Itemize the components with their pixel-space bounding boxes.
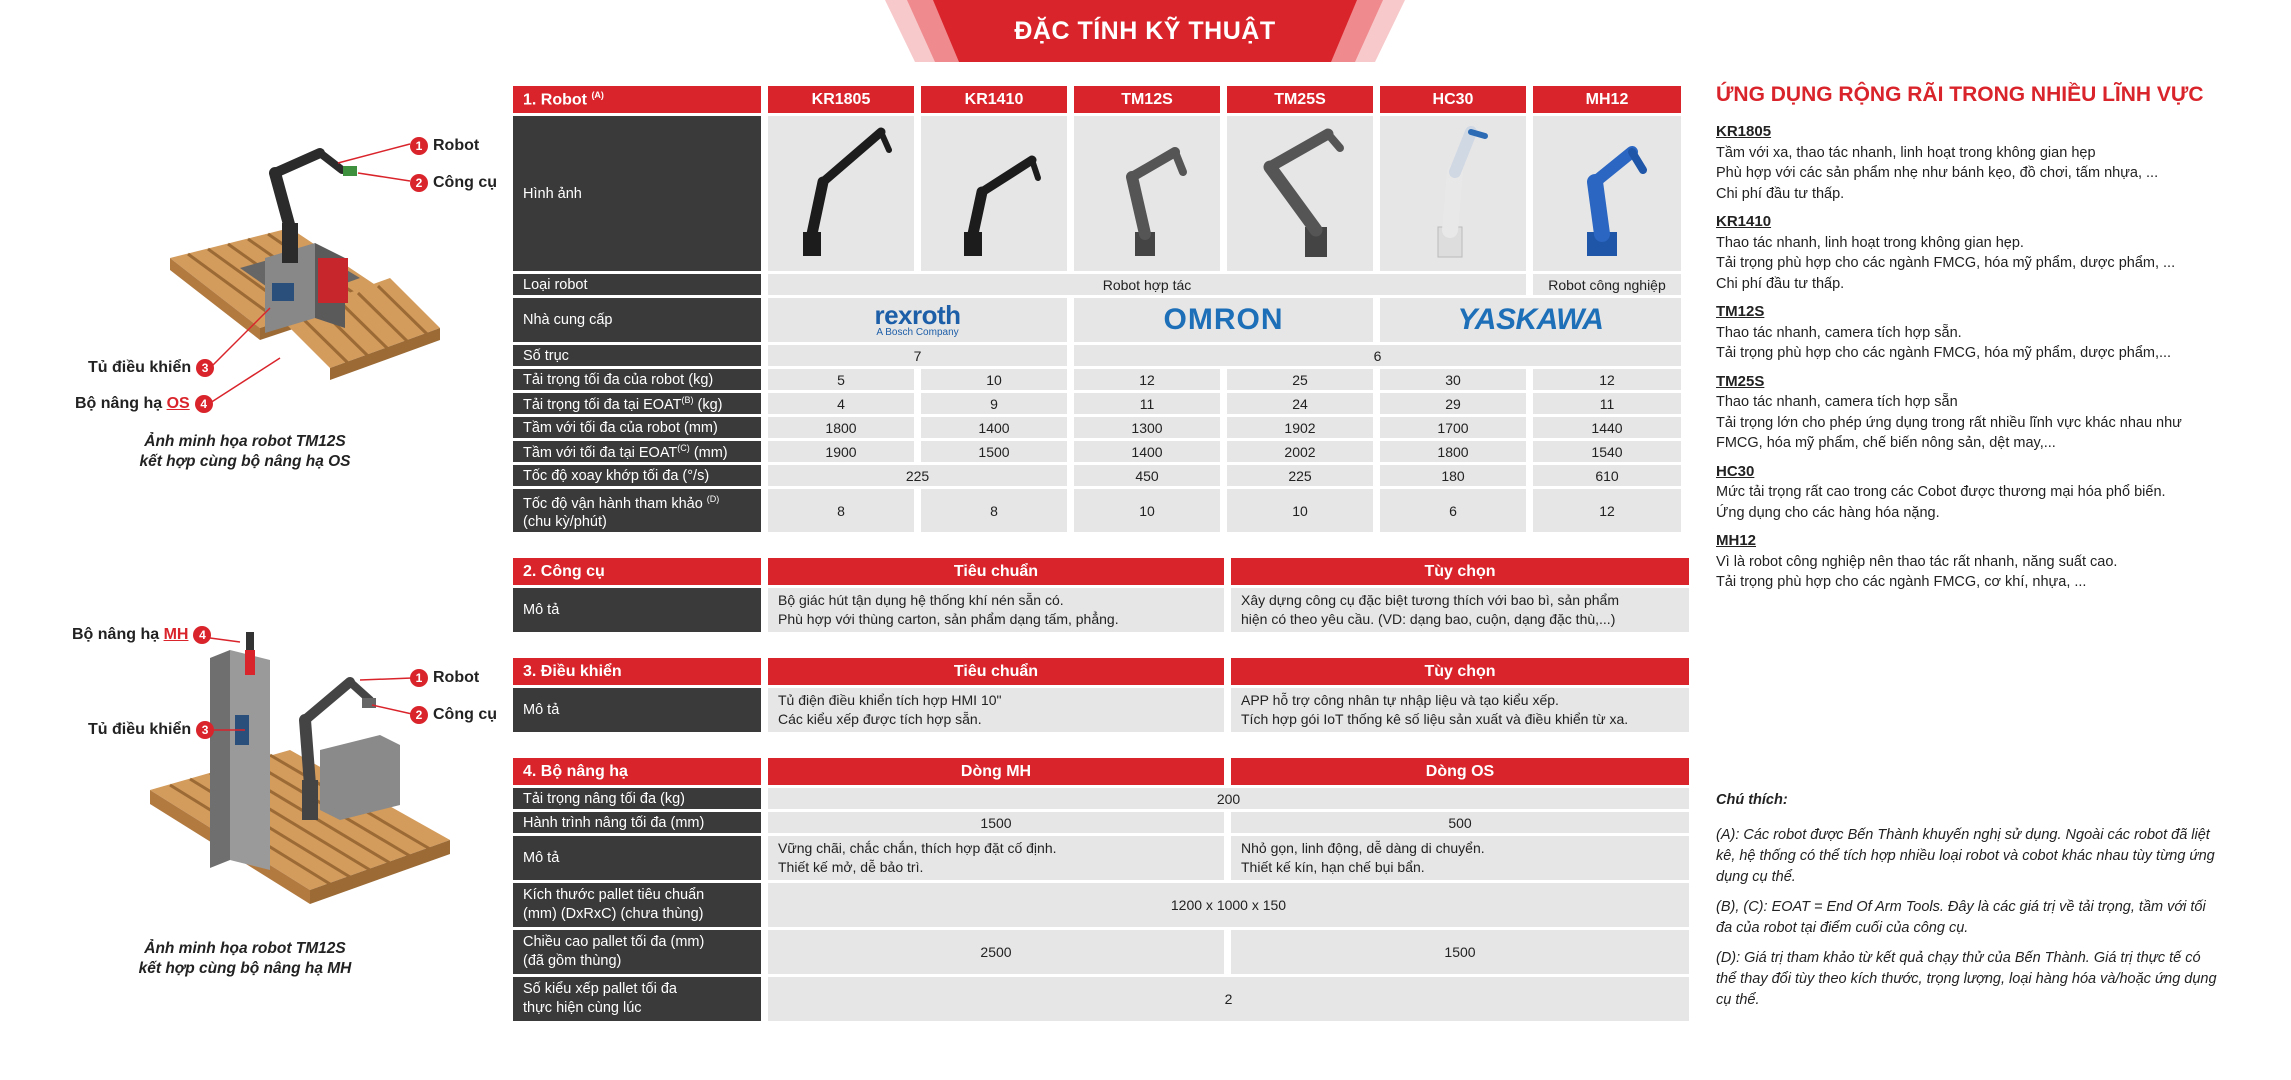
table-cell: 200 [768,788,1689,809]
callout-label: Robot [433,137,480,154]
row-label: Tải trọng nâng tối đa (kg) [513,788,761,809]
table-cell: 180 [1380,465,1526,486]
table-cell: 1500 [1231,930,1689,974]
callout-cabinet-os [88,359,219,377]
row-label: Tầm với tối đa của robot (mm) [513,417,761,438]
table-cell [768,688,1224,732]
cell-line: Tích hợp gói IoT thống kê số liệu sản xuất và điều khiển từ xa. [1241,711,1629,727]
rexroth-logo: rexroth [874,299,961,330]
caption-line: Ảnh minh họa robot TM12S [144,940,346,957]
model-header: KR1805 [768,86,914,113]
application-line: Thao tác nhanh, camera tích hợp sẵn [1716,394,1958,410]
cell-line: Tủ điện điều khiển tích hợp HMI 10" [778,692,1002,708]
table-cell: 6 [1074,345,1681,366]
table-cell: 8 [921,489,1067,532]
robot-arm-icon [1547,122,1667,262]
callout-number: 3 [196,359,214,377]
model-header: TM12S [1074,86,1220,113]
callout-number: 2 [410,174,428,192]
table-cell: 9 [921,393,1067,414]
section-title-robot [513,86,761,113]
robot-spec-table [506,83,1688,535]
application-item [1716,462,2221,524]
callout-label: Bộ nâng hạ [75,395,167,412]
table-cell [768,836,1224,880]
callout-cabinet-mh [88,721,219,739]
table-cell: 8 [768,489,914,532]
robot-mh-illustration [60,620,480,920]
model-header: HC30 [1380,86,1526,113]
model-header: MH12 [1533,86,1681,113]
table-cell: 1500 [768,812,1224,833]
row-label: Tải trọng tối đa của robot (kg) [513,369,761,390]
application-model: TM12S [1716,303,1765,320]
application-line: Tải trọng phù hợp cho các ngành FMCG, hóa mỹ phẩm, dược phẩm, ... [1716,255,2176,271]
application-line: Thao tác nhanh, linh hoạt trong không gian hẹp. [1716,234,2024,251]
footnotes [1716,790,2221,1020]
callout-number: 1 [410,137,428,155]
table-cell: 1300 [1074,417,1220,438]
application-line: Chi phí đầu tư thấp. [1716,275,1845,292]
footnote-ref: (B) [681,394,694,405]
application-line: Tầm với xa, thao tác nhanh, linh hoạt trong không gian hẹp [1716,144,2096,161]
table-cell [768,588,1224,632]
table-cell [1231,588,1689,632]
callout-accent: OS [166,395,190,412]
application-line: Ứng dụng cho các hàng hóa nặng. [1716,504,1940,521]
row-label-text: Tầm với tối đa tại EOAT [523,444,678,461]
table-cell: 2 [768,977,1689,1021]
footnote-ref: (C) [677,442,690,453]
row-label: Tốc độ xoay khớp tối đa (°/s) [513,465,761,486]
row-label: Mô tả [513,836,761,880]
table-cell: 1540 [1533,441,1681,462]
callout-label: Công cụ [433,706,497,723]
callout-number: 2 [410,706,428,724]
application-model: KR1410 [1716,213,1772,230]
footnote-ref: (D) [706,494,720,505]
application-line: Vì là robot công nghiệp nên thao tác rất nhanh, năng suất cao. [1716,553,2118,570]
cell-line: APP hỗ trợ công nhân tự nhập liệu và tạo kiểu xếp. [1241,692,1559,708]
caption-line: kết hợp cùng bộ nâng hạ OS [139,453,351,470]
row-label [513,930,761,974]
callout-robot-mh [405,669,479,687]
application-model: TM25S [1716,372,1765,390]
table-cell: 2002 [1227,441,1373,462]
table-cell: 10 [921,369,1067,390]
table-cell: 12 [1533,369,1681,390]
table-cell: 30 [1380,369,1526,390]
column-header: Dòng MH [768,758,1224,785]
table-cell: 5 [768,369,914,390]
table-cell [1231,688,1689,732]
table-cell: 10 [1227,489,1373,532]
table-cell: 29 [1380,393,1526,414]
caption-os [110,432,380,472]
table-cell: 11 [1533,393,1681,414]
application-line: Thao tác nhanh, camera tích hợp sẵn. [1716,324,1962,341]
cell-line: Xây dựng công cụ đặc biệt tương thích với bao bì, sản phẩm [1241,592,1619,608]
table-cell: 6 [1380,489,1526,532]
application-line: Tải trọng phù hợp cho các ngành FMCG, hóa mỹ phẩm, dược phẩm,... [1716,345,2172,361]
row-label-line: Kích thước pallet tiêu chuẩn [523,887,705,903]
application-line: Tải trọng lớn cho phép ứng dụng trong rất nhiều lĩnh vực khác nhau như [1716,414,2182,431]
row-label: Hình ảnh [513,116,761,271]
application-model: KR1805 [1716,123,1772,140]
application-item [1716,372,2221,454]
table-cell: 1800 [768,417,914,438]
callout-tool-os [405,174,497,192]
cell-line: Các kiểu xếp được tích hợp sẵn. [778,711,982,727]
table-cell: 1900 [768,441,914,462]
column-header: Tiêu chuẩn [768,658,1224,685]
robot-arm-icon [781,122,901,262]
table-cell: 24 [1227,393,1373,414]
robot-image-mh12 [1533,116,1681,271]
section-title-tool: 2. Công cụ [513,558,761,585]
application-item [1716,302,2221,364]
row-label-line: (mm) (DxRxC) (chưa thùng) [523,906,704,922]
title-banner [885,0,1405,62]
callout-robot-os [405,137,479,155]
robot-arm-icon [1087,122,1207,262]
robot-arm-icon [1240,122,1360,262]
table-cell: 1800 [1380,441,1526,462]
footnote-ref: (A) [591,89,604,100]
callout-number: 1 [410,669,428,687]
rexroth-logo-sub: A Bosch Company [876,326,959,338]
table-cell: 1400 [1074,441,1220,462]
row-label-text: Tốc độ vận hành tham khảo [523,495,707,512]
robot-os-illustration [60,118,480,478]
row-label: Loại robot [513,274,761,295]
footnote-d: (D): Giá trị tham khảo từ kết quả chạy thử của Bến Thành. Giá trị thực tế có thể thay đổi tùy theo kích thước, trọng lượng, loại hàng hóa và/hoặc ứng dụng cụ thể. [1716,950,2217,1008]
caption-line: kết hợp cùng bộ nâng hạ MH [138,960,352,977]
row-label-unit: (mm) [689,444,728,461]
row-label-line: Số kiểu xếp pallet tối đa [523,981,677,997]
table-cell: 2500 [768,930,1224,974]
applications-panel [1716,80,2221,601]
callout-accent: MH [163,626,189,643]
table-cell: 1500 [921,441,1067,462]
row-label-text: (chu kỳ/phút) [523,513,607,530]
footnotes-title: Chú thích: [1716,792,1788,808]
applications-title: ỨNG DỤNG RỘNG RÃI TRONG NHIỀU LĨNH VỰC [1716,83,2204,106]
callout-label: Bộ nâng hạ [72,626,164,643]
robot-image-hc30 [1380,116,1526,271]
row-label [513,441,761,462]
row-label-unit: (kg) [693,396,723,413]
table-cell: 10 [1074,489,1220,532]
application-line: Phù hợp với các sản phẩm nhẹ như bánh kẹo, đồ chơi, tấm nhựa, ... [1716,165,2159,181]
row-label: Mô tả [513,588,761,632]
table-cell: 4 [768,393,914,414]
supplier-logo-rexroth [768,298,1067,342]
table-cell: 225 [768,465,1067,486]
page-title: ĐẶC TÍNH KỸ THUẬT [1014,16,1276,45]
control-spec-table [506,655,1696,735]
robot-image-kr1410 [921,116,1067,271]
caption-mh [110,939,380,979]
callout-label: Tủ điều khiển [88,359,192,376]
robot-type-cobot: Robot hợp tác [768,274,1526,295]
table-cell: 450 [1074,465,1220,486]
yaskawa-logo: YASKAWA [1457,303,1604,336]
cell-line: Phù hợp với thùng carton, sản phẩm dạng tấm, phẳng. [778,611,1119,627]
callout-label: Robot [433,669,480,686]
robot-image-tm12s [1074,116,1220,271]
table-cell: 1902 [1227,417,1373,438]
row-label: Hành trình nâng tối đa (mm) [513,812,761,833]
callout-label: Tủ điều khiển [88,721,192,738]
section-title-control: 3. Điều khiển [513,658,761,685]
table-cell: 1400 [921,417,1067,438]
application-item [1716,531,2221,593]
row-label [513,489,761,532]
callout-number: 4 [195,395,213,413]
footnote-a: (A): Các robot được Bến Thành khuyến nghị sử dụng. Ngoài các robot đã liệt kê, hệ thống có thể tích hợp nhiều loại robot và cobot khác nhau tùy từng ứng dụng cụ thể. [1716,827,2215,885]
callout-lift-os [75,395,218,413]
robot-image-tm25s [1227,116,1373,271]
callout-number: 4 [193,626,211,644]
row-label-line: thực hiện cùng lúc [523,1000,642,1016]
application-model: HC30 [1716,462,1755,480]
row-label [513,393,761,414]
table-cell: 610 [1533,465,1681,486]
table-cell: 12 [1074,369,1220,390]
section-title-lift: 4. Bộ nâng hạ [513,758,761,785]
application-line: Chi phí đầu tư thấp. [1716,185,1845,202]
supplier-logo-yaskawa [1380,298,1681,342]
table-cell: 225 [1227,465,1373,486]
row-label-line: (đã gồm thùng) [523,953,622,969]
cell-line: Vững chãi, chắc chắn, thích hợp đặt cố định. [778,840,1057,856]
application-line: FMCG, hóa mỹ phẩm, chế biến nông sản, dệt may,... [1716,435,2056,451]
table-cell: 25 [1227,369,1373,390]
table-cell: 1700 [1380,417,1526,438]
table-cell: 7 [768,345,1067,366]
cell-line: Bộ giác hút tận dụng hệ thống khí nén sẵn có. [778,592,1064,608]
supplier-logo-omron [1074,298,1373,342]
application-model: MH12 [1716,532,1757,549]
table-cell: 1200 x 1000 x 150 [768,883,1689,927]
robot-arm-icon [934,122,1054,262]
table-cell: 11 [1074,393,1220,414]
column-header: Dòng OS [1231,758,1689,785]
omron-logo: OMRON [1163,303,1284,336]
cell-line: hiện có theo yêu cầu. (VD: dạng bao, cuộn, dạng đặc thù,...) [1241,611,1616,627]
table-cell: 12 [1533,489,1681,532]
robot-arm-icon [1393,122,1513,262]
footnote-bc: (B), (C): EOAT = End Of Arm Tools. Đây là các giá trị về tải trọng, tầm với tối đa của robot tại điểm cuối của công cụ. [1716,899,2206,936]
callout-tool-mh [405,706,497,724]
lift-spec-table [506,755,1696,1024]
application-line: Mức tải trọng rất cao trong các Cobot được thương mại hóa phổ biến. [1716,484,2166,500]
callout-number: 3 [196,721,214,739]
application-line: Tải trọng phù hợp cho các ngành FMCG, cơ khí, nhựa, ... [1716,574,2087,590]
model-header: KR1410 [921,86,1067,113]
table-cell: 1440 [1533,417,1681,438]
callout-lift-mh [72,626,216,644]
cell-line: Thiết kế kín, hạn chế bụi bẩn. [1241,859,1425,875]
column-header: Tùy chọn [1231,558,1689,585]
row-label: Nhà cung cấp [513,298,761,342]
row-label: Số trục [513,345,761,366]
illustration-mh [60,620,480,920]
row-label [513,883,761,927]
row-label [513,977,761,1021]
callout-label: Công cụ [433,174,497,191]
cell-line: Nhỏ gọn, linh động, dễ dàng di chuyển. [1241,840,1485,856]
caption-line: Ảnh minh họa robot TM12S [144,433,346,450]
tool-spec-table [506,555,1696,635]
row-label-line: Chiều cao pallet tối đa (mm) [523,934,705,950]
application-item [1716,212,2221,294]
column-header: Tùy chọn [1231,658,1689,685]
column-header: Tiêu chuẩn [768,558,1224,585]
robot-type-industrial: Robot công nghiệp [1533,274,1681,295]
table-cell: 500 [1231,812,1689,833]
robot-image-kr1805 [768,116,914,271]
section-title-text: 1. Robot [523,91,592,109]
cell-line: Thiết kế mở, dễ bảo trì. [778,859,924,875]
row-label-text: Tải trọng tối đa tại EOAT [523,396,682,413]
application-item [1716,122,2221,204]
model-header: TM25S [1227,86,1373,113]
row-label: Mô tả [513,688,761,732]
table-cell [1231,836,1689,880]
illustration-os [60,118,480,478]
